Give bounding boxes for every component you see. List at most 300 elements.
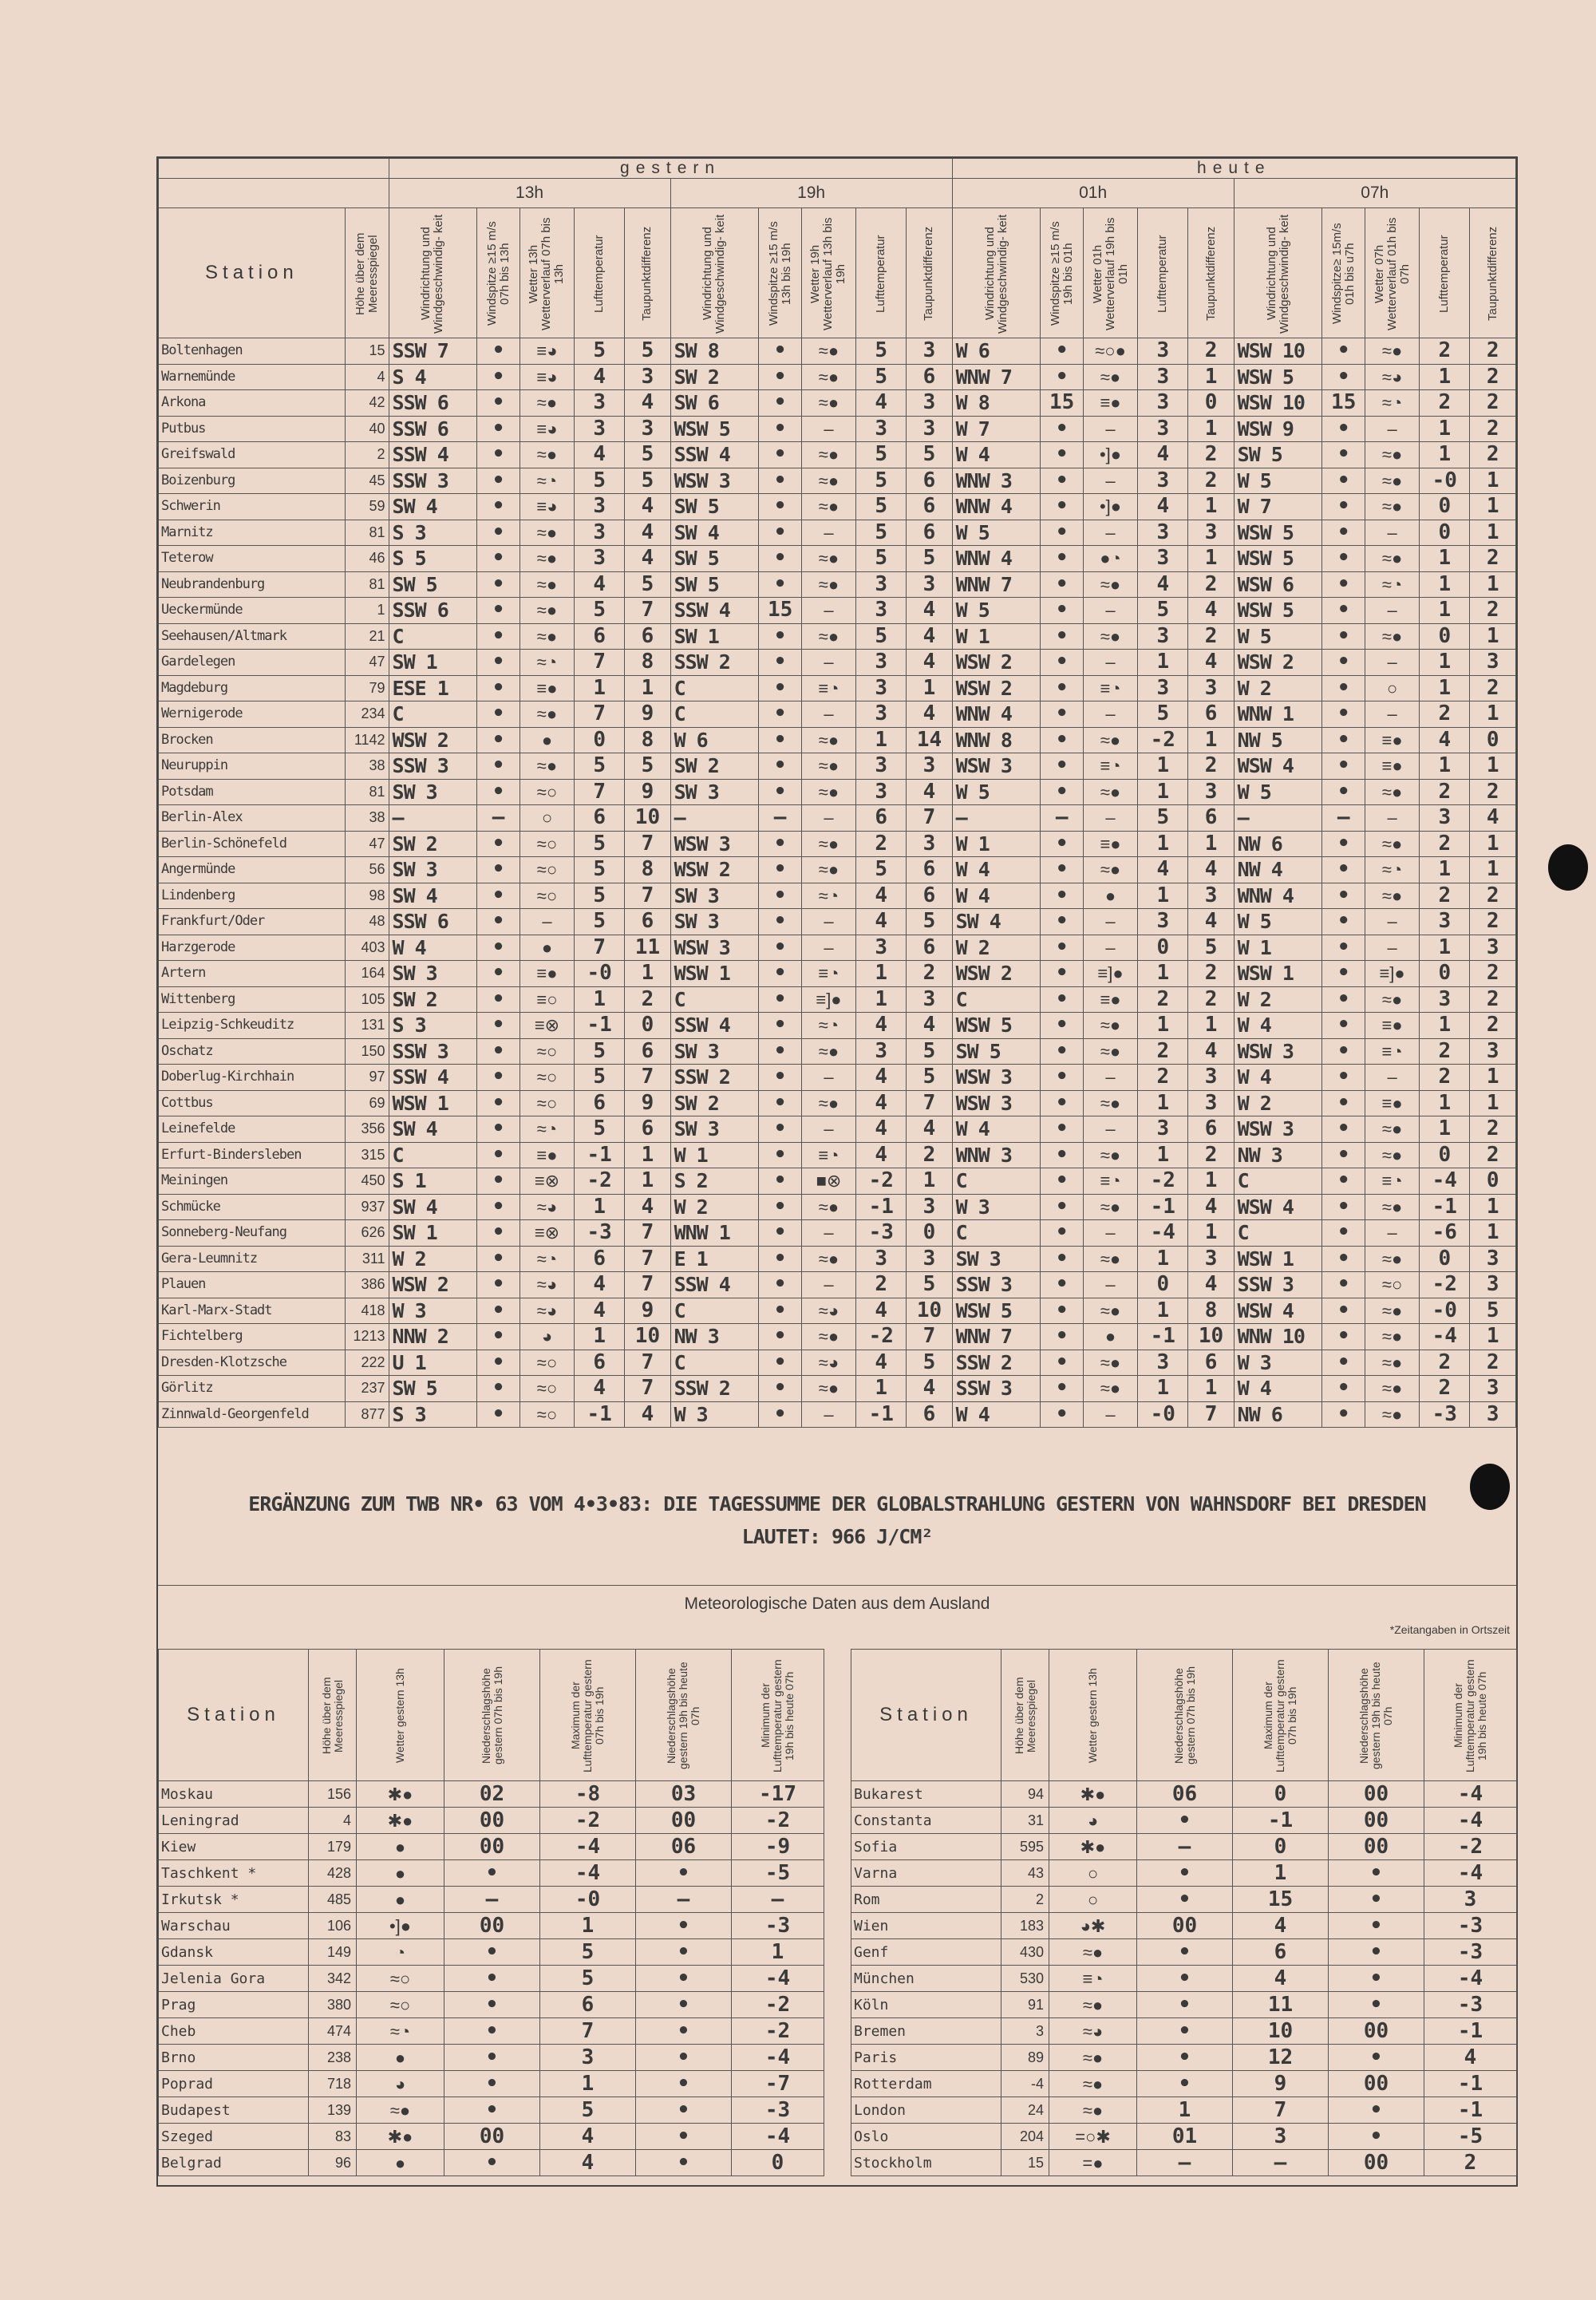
cell-temp: – <box>1083 1220 1137 1247</box>
sub-01h: 01h <box>952 179 1234 208</box>
cell-gust <box>1041 675 1084 701</box>
foreign-cell: ○ <box>1049 1887 1137 1913</box>
cell-dewpoint-diff: 6 <box>907 520 952 546</box>
cell-gust-extra: • <box>1337 520 1350 544</box>
cell-dewpoint-diff: 7 <box>625 831 670 857</box>
cell-wind: SSW 2 <box>670 1065 759 1091</box>
cell-wind: C <box>1234 1168 1322 1195</box>
foreign-cell: 5 <box>540 1939 636 1966</box>
foreign-cell: • <box>1137 2018 1233 2045</box>
cell-dewpoint-diff: 3 <box>1470 650 1516 676</box>
col-taupunkt-01-label: Taupunktdifferenz <box>1203 226 1218 322</box>
station-name: Sonneberg-Neufang <box>159 1220 346 1247</box>
cell-gust-extra: • <box>1055 935 1069 959</box>
cell-gust <box>477 831 520 857</box>
cell-wind: C <box>670 1350 759 1376</box>
cell-wind: WNW 7 <box>952 1324 1041 1350</box>
cell-gust <box>1322 831 1365 857</box>
cell-gust <box>1041 494 1084 520</box>
cell-temp: ≈● <box>1083 571 1137 598</box>
cell-wind: SW 2 <box>670 753 759 780</box>
foreign-cell: ● <box>357 1860 444 1887</box>
cell-gust-extra: • <box>1337 338 1350 363</box>
blank-corner-2 <box>159 179 389 208</box>
cell-gust-extra: • <box>773 1298 787 1322</box>
cell-dewpoint-diff: 8 <box>625 857 670 883</box>
cell-dewpoint-diff: 1 <box>856 727 907 753</box>
cell-temp: ≈● <box>519 701 574 728</box>
cell-wind: SW 4 <box>389 494 477 520</box>
cell-temp: – <box>1083 701 1137 728</box>
station-name: Gardelegen <box>159 650 346 676</box>
cell-gust-extra: • <box>492 338 505 363</box>
foreign-cell: • <box>1137 1808 1233 1834</box>
foreign-cell: Budapest <box>159 2097 309 2124</box>
cell-dewpoint-diff: 9 <box>625 779 670 805</box>
station-height: 150 <box>345 1038 389 1065</box>
foreign-cell: 00 <box>444 1808 540 1834</box>
cell-gust <box>1322 909 1365 935</box>
foreign-cell: -2 <box>732 2018 824 2045</box>
cell-wind: SW 3 <box>670 1116 759 1143</box>
cell-dewpoint-diff: 1 <box>1470 753 1516 780</box>
cell-dewpoint-diff: 2 <box>1470 416 1516 442</box>
cell-dewpoint-diff: -4 <box>1420 1168 1470 1195</box>
cell-dewpoint-diff: 1 <box>625 675 670 701</box>
cell-dewpoint-diff: 10 <box>907 1298 952 1324</box>
cell-gust <box>1041 831 1084 857</box>
station-row <box>159 935 1516 961</box>
cell-gust-extra: • <box>492 935 505 959</box>
cell-dewpoint-diff: 5 <box>856 857 907 883</box>
cell-dewpoint-diff: 8 <box>625 727 670 753</box>
foreign-row <box>851 1808 1517 1834</box>
station-height: 315 <box>345 1142 389 1168</box>
cell-dewpoint-diff: 1 <box>1470 623 1516 650</box>
cell-dewpoint-diff: 6 <box>1188 1116 1234 1143</box>
cell-wind: SSW 7 <box>389 338 477 365</box>
cell-temp: ≡◕ <box>519 416 574 442</box>
cell-gust-extra: • <box>773 857 787 882</box>
foreign-cell: 00 <box>1137 1913 1233 1939</box>
station-name: Berlin-Alex <box>159 805 346 832</box>
cell-wind: SW 2 <box>670 1090 759 1116</box>
col-wetter-01 <box>1083 208 1137 338</box>
cell-wind: WNW 4 <box>952 546 1041 572</box>
cell-dewpoint-diff: 2 <box>1188 986 1234 1013</box>
station-height: 56 <box>345 857 389 883</box>
station-height: 45 <box>345 468 389 494</box>
foreign-cell: 83 <box>309 2124 357 2150</box>
foreign-col-label: Minimum der Lufttemperatur gestern 19h bis heute 07h <box>759 1659 796 1772</box>
col-temp-01 <box>1138 208 1188 338</box>
cell-gust <box>759 1220 802 1247</box>
cell-gust-extra: • <box>492 883 505 907</box>
col-wind-07-label: Windrichtung und Windgeschwindig- keit <box>1264 214 1291 334</box>
cell-dewpoint-diff: 3 <box>1138 520 1188 546</box>
cell-dewpoint-diff: 0 <box>1420 1246 1470 1272</box>
cell-temp: ≈◕ <box>519 1194 574 1220</box>
group-heute: heute <box>952 159 1515 179</box>
cell-dewpoint-diff: 3 <box>907 390 952 417</box>
cell-gust <box>759 1272 802 1298</box>
station-name: Seehausen/Altmark <box>159 623 346 650</box>
station-name: Frankfurt/Oder <box>159 909 346 935</box>
cell-gust-extra: • <box>1337 1065 1350 1089</box>
cell-dewpoint-diff: 7 <box>575 650 625 676</box>
cell-temp: ≈● <box>1083 623 1137 650</box>
cell-wind: SW 5 <box>1234 442 1322 468</box>
cell-gust <box>477 520 520 546</box>
cell-dewpoint-diff: 5 <box>1470 1298 1516 1324</box>
foreign-cell: Stockholm <box>851 2150 1001 2176</box>
station-name: Görlitz <box>159 1376 346 1402</box>
cell-temp: ● <box>519 727 574 753</box>
cell-wind: NW 4 <box>1234 857 1322 883</box>
station-height: 1142 <box>345 727 389 753</box>
cell-dewpoint-diff: 0 <box>1420 961 1470 987</box>
foreign-cell: 1 <box>1233 1860 1329 1887</box>
station-name: Teterow <box>159 546 346 572</box>
station-row <box>159 390 1516 417</box>
foreign-cell: 15 <box>1001 2150 1049 2176</box>
cell-dewpoint-diff: 3 <box>575 520 625 546</box>
cell-dewpoint-diff: 3 <box>856 753 907 780</box>
cell-temp: •]● <box>1083 442 1137 468</box>
foreign-cell: Poprad <box>159 2071 309 2097</box>
cell-gust-extra: • <box>492 961 505 986</box>
cell-dewpoint-diff: 4 <box>856 883 907 909</box>
cell-dewpoint-diff: 1 <box>1470 831 1516 857</box>
cell-temp: – <box>801 1220 855 1247</box>
col-wetter-13-label: Wetter 13h Wetterverlauf 07h bis 13h <box>527 217 567 330</box>
cell-temp: – <box>801 701 855 728</box>
cell-gust-extra: • <box>1337 571 1350 596</box>
cell-dewpoint-diff: 2 <box>1420 1065 1470 1091</box>
cell-gust-extra: • <box>773 338 787 363</box>
station-height: 59 <box>345 494 389 520</box>
station-row <box>159 1220 1516 1247</box>
cell-gust <box>1322 1324 1365 1350</box>
cell-gust <box>759 468 802 494</box>
cell-gust <box>1322 727 1365 753</box>
station-height: 386 <box>345 1272 389 1298</box>
cell-dewpoint-diff: 5 <box>856 623 907 650</box>
foreign-cell: 15 <box>1233 1887 1329 1913</box>
foreign-cell: 00 <box>1329 2150 1424 2176</box>
cell-gust <box>1322 1376 1365 1402</box>
cell-gust-extra: • <box>492 1272 505 1297</box>
cell-dewpoint-diff: 1 <box>1470 1220 1516 1247</box>
station-name: Doberlug-Kirchhain <box>159 1065 346 1091</box>
group-gestern: gestern <box>389 159 952 179</box>
cell-gust <box>759 1013 802 1039</box>
cell-wind: W 3 <box>670 1401 759 1428</box>
cell-gust-extra: • <box>1337 442 1350 467</box>
cell-dewpoint-diff: 3 <box>1138 675 1188 701</box>
cell-gust-extra: • <box>492 1298 505 1322</box>
cell-gust-extra: • <box>773 520 787 544</box>
cell-temp: ≈● <box>1365 338 1419 365</box>
foreign-cell: 7 <box>1233 2097 1329 2124</box>
station-header: Station <box>159 208 346 338</box>
cell-gust-extra: • <box>773 1272 787 1297</box>
cell-gust <box>477 857 520 883</box>
station-row <box>159 442 1516 468</box>
foreign-cell: – <box>1137 1834 1233 1860</box>
cell-gust <box>1041 442 1084 468</box>
cell-dewpoint-diff: 1 <box>1138 753 1188 780</box>
foreign-cell: • <box>444 2071 540 2097</box>
cell-dewpoint-diff: 1 <box>575 986 625 1013</box>
foreign-cell: 474 <box>309 2018 357 2045</box>
station-row <box>159 779 1516 805</box>
cell-wind: W 3 <box>389 1298 477 1324</box>
cell-gust <box>477 364 520 390</box>
foreign-cell: 9 <box>1233 2071 1329 2097</box>
cell-gust-extra: • <box>773 1401 787 1426</box>
cell-dewpoint-diff: 5 <box>575 1065 625 1091</box>
cell-dewpoint-diff: 6 <box>1188 1350 1234 1376</box>
cell-dewpoint-diff: 4 <box>625 1194 670 1220</box>
cell-dewpoint-diff: 3 <box>1138 468 1188 494</box>
cell-dewpoint-diff: 5 <box>625 468 670 494</box>
foreign-cell: Prag <box>159 1992 309 2018</box>
cell-dewpoint-diff: 1 <box>1138 650 1188 676</box>
cell-wind: WSW 3 <box>670 831 759 857</box>
cell-wind: SW 5 <box>389 571 477 598</box>
col-temp-07-label: Lufttemperatur <box>1437 235 1452 313</box>
cell-temp: ≈○ <box>519 1038 574 1065</box>
cell-gust <box>1322 1038 1365 1065</box>
foreign-cell: • <box>636 1966 732 1992</box>
cell-dewpoint-diff: 10 <box>1188 1324 1234 1350</box>
cell-wind: WNW 7 <box>952 364 1041 390</box>
cell-dewpoint-diff: 0 <box>1420 623 1470 650</box>
cell-gust <box>1041 805 1084 832</box>
cell-gust-extra: • <box>773 1220 787 1245</box>
cell-dewpoint-diff: 5 <box>575 831 625 857</box>
cell-temp: ≡● <box>1083 986 1137 1013</box>
cell-temp: – <box>1083 1272 1137 1298</box>
cell-gust-extra: • <box>773 727 787 752</box>
foreign-row <box>159 1992 824 2018</box>
cell-wind: SSW 3 <box>389 753 477 780</box>
foreign-cell: -3 <box>732 1913 824 1939</box>
cell-wind: W 5 <box>952 779 1041 805</box>
cell-dewpoint-diff: 4 <box>907 1013 952 1039</box>
foreign-col-label: Höhe über dem Meeresspiegel <box>319 1677 345 1755</box>
cell-dewpoint-diff: 4 <box>1188 857 1234 883</box>
cell-gust-value: 15 <box>1331 390 1357 415</box>
station-row <box>159 1272 1516 1298</box>
cell-gust-extra: • <box>773 935 787 959</box>
cell-gust-extra: • <box>1055 1272 1069 1297</box>
station-height: 131 <box>345 1013 389 1039</box>
station-row <box>159 753 1516 780</box>
foreign-cell: 03 <box>636 1781 732 1808</box>
cell-temp: ≈● <box>801 1324 855 1350</box>
station-name: Schwerin <box>159 494 346 520</box>
cell-dewpoint-diff: 2 <box>1138 1038 1188 1065</box>
cell-dewpoint-diff: 7 <box>625 1246 670 1272</box>
foreign-cell: ○ <box>1049 1860 1137 1887</box>
cell-temp: ≈● <box>1083 1090 1137 1116</box>
cell-wind: W 7 <box>1234 494 1322 520</box>
foreign-row <box>159 2150 824 2176</box>
cell-wind: SSW 4 <box>389 1065 477 1091</box>
cell-dewpoint-diff: 1 <box>1420 571 1470 598</box>
cell-wind: C <box>952 1168 1041 1195</box>
station-row <box>159 675 1516 701</box>
cell-gust-extra: • <box>773 909 787 934</box>
cell-dewpoint-diff: 5 <box>907 1272 952 1298</box>
cell-gust <box>477 1168 520 1195</box>
cell-gust <box>759 675 802 701</box>
cell-temp: – <box>1083 935 1137 961</box>
cell-temp: ≡]● <box>1365 961 1419 987</box>
cell-temp: – <box>801 520 855 546</box>
cell-temp: ≡● <box>519 675 574 701</box>
cell-gust <box>759 1324 802 1350</box>
cell-dewpoint-diff: 8 <box>625 650 670 676</box>
cell-gust-extra: • <box>1337 935 1350 959</box>
cell-gust <box>759 909 802 935</box>
foreign-cell: Rotterdam <box>851 2071 1001 2097</box>
cell-dewpoint-diff: 6 <box>907 364 952 390</box>
cell-dewpoint-diff: 3 <box>856 701 907 728</box>
cell-wind: WSW 2 <box>952 675 1041 701</box>
cell-dewpoint-diff: 1 <box>1188 1168 1234 1195</box>
foreign-station-header: Station <box>851 1650 1001 1781</box>
foreign-cell: -4 <box>1424 1966 1517 1992</box>
foreign-cell: 179 <box>309 1834 357 1860</box>
cell-wind: WSW 3 <box>670 468 759 494</box>
cell-temp: ≈● <box>1083 1350 1137 1376</box>
cell-temp: – <box>1083 468 1137 494</box>
cell-gust-extra: • <box>1337 1324 1350 1349</box>
station-height: 626 <box>345 1220 389 1247</box>
cell-dewpoint-diff: 2 <box>1420 831 1470 857</box>
cell-dewpoint-diff: 3 <box>1138 909 1188 935</box>
cell-gust-extra: • <box>1337 727 1350 752</box>
cell-temp: – <box>1083 650 1137 676</box>
cell-dewpoint-diff: 1 <box>856 961 907 987</box>
cell-dewpoint-diff: 4 <box>907 1116 952 1143</box>
foreign-col-c_wetter <box>1049 1650 1137 1781</box>
cell-gust-extra: • <box>773 1038 787 1063</box>
cell-dewpoint-diff: 5 <box>856 442 907 468</box>
cell-gust-extra: • <box>1055 1038 1069 1063</box>
cell-wind: WSW 5 <box>1234 598 1322 624</box>
cell-temp: ≈○ <box>1365 1272 1419 1298</box>
foreign-cell: 31 <box>1001 1808 1049 1834</box>
foreign-cell: ◔ <box>357 1939 444 1966</box>
cell-gust-extra: • <box>1337 1401 1350 1426</box>
col-temp-19 <box>856 208 907 338</box>
cell-dewpoint-diff: 4 <box>1420 727 1470 753</box>
foreign-cell: ≈● <box>1049 1939 1137 1966</box>
cell-gust-extra: • <box>773 675 787 700</box>
cell-wind: SW 3 <box>670 883 759 909</box>
foreign-cell: ● <box>357 2045 444 2071</box>
cell-dewpoint-diff: 6 <box>907 935 952 961</box>
station-height: 81 <box>345 571 389 598</box>
cell-dewpoint-diff: 0 <box>1138 1272 1188 1298</box>
cell-temp: ≈● <box>1083 727 1137 753</box>
foreign-cell: ≈● <box>1049 1992 1137 2018</box>
cell-gust-extra: • <box>492 1065 505 1089</box>
foreign-table-right <box>851 1649 1517 2176</box>
cell-dewpoint-diff: 4 <box>856 1013 907 1039</box>
foreign-cell: 156 <box>309 1781 357 1808</box>
cell-gust-extra: • <box>773 364 787 389</box>
foreign-cell: -2 <box>732 1992 824 2018</box>
cell-temp: ≡]● <box>1083 961 1137 987</box>
cell-gust <box>759 701 802 728</box>
cell-dewpoint-diff: -2 <box>575 1168 625 1195</box>
cell-temp: ≡◔ <box>1083 753 1137 780</box>
cell-temp: ≡● <box>1365 1013 1419 1039</box>
cell-wind: NW 5 <box>1234 727 1322 753</box>
foreign-col-label: Wetter gestern 13h <box>1086 1668 1099 1764</box>
station-row <box>159 1246 1516 1272</box>
cell-wind: SSW 6 <box>389 598 477 624</box>
cell-dewpoint-diff: 3 <box>575 416 625 442</box>
station-height: 356 <box>345 1116 389 1143</box>
cell-gust <box>759 650 802 676</box>
foreign-cell: 428 <box>309 1860 357 1887</box>
cell-dewpoint-diff: -0 <box>1138 1401 1188 1428</box>
cell-dewpoint-diff: 2 <box>1420 779 1470 805</box>
cell-dewpoint-diff: 1 <box>1470 494 1516 520</box>
cell-dewpoint-diff: 4 <box>907 701 952 728</box>
station-row <box>159 1298 1516 1324</box>
cell-temp: – <box>801 1116 855 1143</box>
foreign-col-label: Minimum der Lufttemperatur gestern 19h bis heute 07h <box>1452 1659 1488 1772</box>
cell-gust <box>1041 623 1084 650</box>
cell-temp: – <box>1365 701 1419 728</box>
station-height: 42 <box>345 390 389 417</box>
cell-temp: ● <box>1083 1324 1137 1350</box>
station-table <box>158 158 1516 1428</box>
foreign-cell: 00 <box>444 1913 540 1939</box>
station-row <box>159 1090 1516 1116</box>
cell-wind: W 4 <box>1234 1065 1322 1091</box>
cell-dewpoint-diff: 7 <box>625 1376 670 1402</box>
cell-dewpoint-diff: 5 <box>625 338 670 365</box>
cell-dewpoint-diff: 1 <box>1470 701 1516 728</box>
cell-dewpoint-diff: -1 <box>856 1194 907 1220</box>
foreign-cell: 342 <box>309 1966 357 1992</box>
cell-wind: WSW 4 <box>1234 1298 1322 1324</box>
foreign-cell: Irkutsk * <box>159 1887 309 1913</box>
cell-gust-extra: • <box>492 986 505 1011</box>
cell-gust-extra: • <box>492 364 505 389</box>
cell-dewpoint-diff: 4 <box>625 1401 670 1428</box>
cell-gust-extra: • <box>1337 1194 1350 1219</box>
cell-temp: – <box>1365 1220 1419 1247</box>
cell-temp: ≈◔ <box>519 650 574 676</box>
cell-gust <box>1322 650 1365 676</box>
station-row <box>159 598 1516 624</box>
cell-gust <box>1322 701 1365 728</box>
cell-wind: WNW 7 <box>952 571 1041 598</box>
cell-dewpoint-diff: 6 <box>907 494 952 520</box>
cell-gust <box>1041 520 1084 546</box>
cell-dewpoint-diff: 2 <box>1470 909 1516 935</box>
cell-gust <box>1041 546 1084 572</box>
